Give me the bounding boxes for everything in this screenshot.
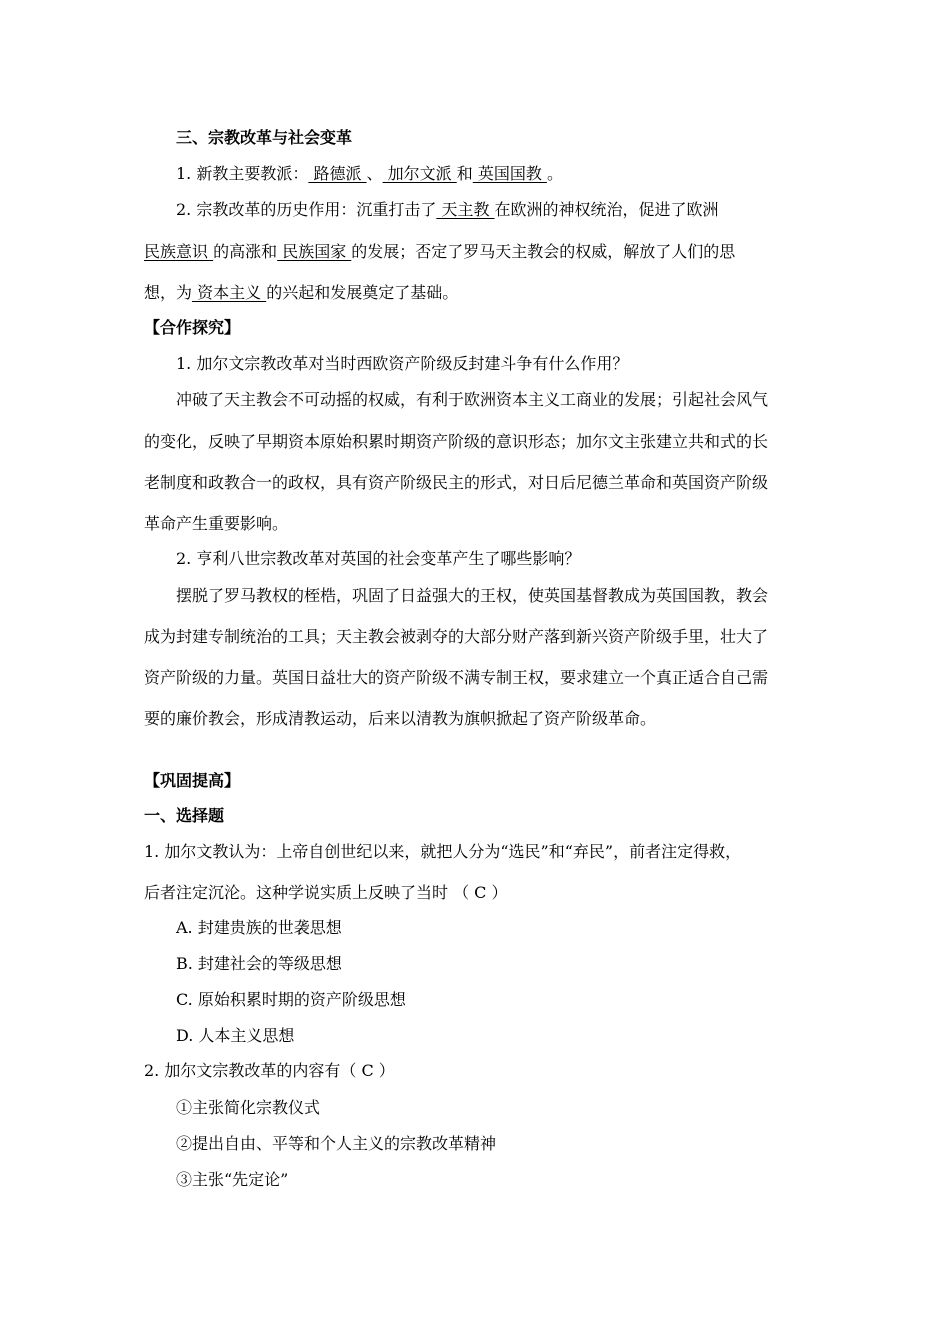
answer-blank-7: 资本主义 (192, 283, 267, 302)
answer-blank-5: 民族意识 (144, 242, 214, 261)
choice-2-option-1: ①主张简化宗教仪式 (176, 1098, 321, 1117)
choice-2-option-3: ③主张“先定论” (176, 1170, 289, 1189)
answer-blank-3: 英国国教 (472, 164, 547, 183)
item-2-text: 的高涨和 (213, 242, 278, 261)
item-2-prefix: 2. 宗教改革的历史作用：沉重打击了 (176, 200, 437, 219)
choice-1-option-d: D. 人本主义思想 (176, 1026, 295, 1045)
choice-2-option-2: ②提出自由、平等和个人主义的宗教改革精神 (176, 1134, 497, 1153)
item-2-text: 在欧洲的神权统治，促进了欧洲 (494, 200, 719, 219)
item-2-text: 想，为 (144, 283, 193, 302)
choice-1-option-b: B. 封建社会的等级思想 (176, 954, 342, 973)
answer-2-line-3: 资产阶级的力量。英国日益壮大的资产阶级不满专制王权，要求建立一个真正适合自己需 (144, 668, 769, 687)
item-2-line-2 (144, 242, 735, 262)
question-2: 2. 亨利八世宗教改革对英国的社会变革产生了哪些影响？ (176, 549, 581, 568)
answer-1-line-1: 冲破了天主教会不可动摇的权威，有利于欧洲资本主义工商业的发展；引起社会风气 (176, 390, 769, 409)
item-1-line (176, 164, 563, 184)
answer-blank-6: 民族国家 (277, 242, 352, 261)
answer-blank-2: 加尔文派 (382, 164, 457, 183)
item-1-prefix: 1. 新教主要教派： (176, 164, 309, 183)
section-heading: 三、宗教改革与社会变革 (176, 128, 353, 147)
answer-blank-4: 天主教 (436, 200, 495, 219)
line-end: 。 (546, 164, 563, 183)
item-2-line-3 (144, 283, 458, 303)
question-1: 1. 加尔文宗教改革对当时西欧资产阶级反封建斗争有什么作用？ (176, 354, 629, 373)
cooperation-heading: 【合作探究】 (144, 318, 241, 337)
answer-1-line-4: 革命产生重要影响。 (144, 514, 289, 533)
item-2-text: 的兴起和发展奠定了基础。 (266, 283, 459, 302)
item-2-text: 的发展；否定了罗马天主教会的权威，解放了人们的思 (351, 242, 736, 261)
separator: 、 (366, 164, 383, 183)
answer-blank-1: 路德派 (308, 164, 367, 183)
separator: 和 (456, 164, 473, 183)
answer-2-line-2: 成为封建专制统治的工具；天主教会被剥夺的大部分财产落到新兴资产阶级手里，壮大了 (144, 627, 769, 646)
answer-2-line-4: 要的廉价教会，形成清教运动，后来以清教为旗帜掀起了资产阶级革命。 (144, 709, 657, 728)
choice-1-option-a: A. 封建贵族的世袭思想 (176, 918, 342, 937)
choice-2-stem: 2. 加尔文宗教改革的内容有（ C ） (144, 1061, 395, 1080)
item-2-line-1 (176, 200, 719, 220)
answer-2-line-1: 摆脱了罗马教权的桎梏，巩固了日益强大的王权，使英国基督教成为英国国教，教会 (176, 586, 769, 605)
choice-1-line-2: 后者注定沉沦。这种学说实质上反映了当时 （ C ） (144, 883, 508, 902)
consolidate-heading: 【巩固提高】 (144, 771, 241, 790)
choice-1-option-c: C. 原始积累时期的资产阶级思想 (176, 990, 406, 1009)
answer-1-line-3: 老制度和政教合一的政权，具有资产阶级民主的形式，对日后尼德兰革命和英国资产阶级 (144, 473, 769, 492)
answer-1-line-2: 的变化，反映了早期资本原始积累时期资产阶级的意识形态；加尔文主张建立共和式的长 (144, 432, 769, 451)
choice-1-line-1: 1. 加尔文教认为：上帝自创世纪以来，就把人分为“选民”和“弃民”，前者注定得救， (144, 842, 742, 861)
choice-section-heading: 一、选择题 (144, 806, 225, 825)
